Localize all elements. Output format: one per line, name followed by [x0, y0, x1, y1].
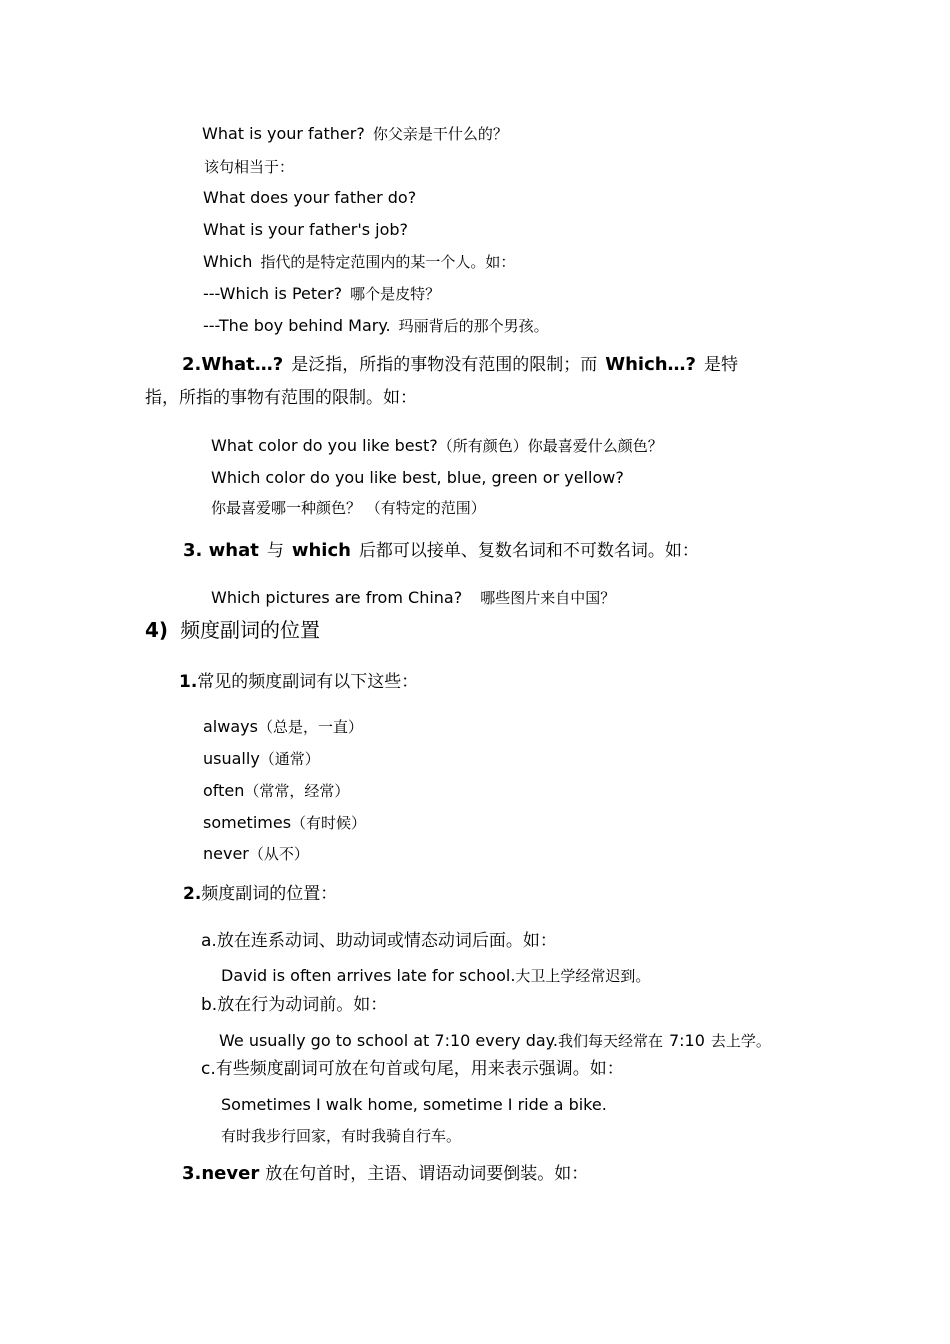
point-3: 3. what 与 which 后都可以接单、复数名词和不可数名词。如： [183, 540, 699, 561]
line-which-color: Which color do you like best, blue, green or yellow? [211, 468, 624, 487]
rule-c-example-translation: 有时我步行回家，有时我骑自行车。 [221, 1127, 462, 1145]
line-boy-behind-mary: ---The boy behind Mary. 玛丽背后的那个男孩。 [203, 316, 549, 335]
list-item: never（从不） [203, 844, 309, 863]
rule-c-example: Sometimes I walk home, sometime I ride a bike. [221, 1095, 607, 1114]
point-2-line-2: 指，所指的事物有范围的限制。如： [145, 388, 417, 408]
rule-b: b.放在行为动词前。如： [201, 995, 388, 1015]
line-which-pictures: Which pictures are from China? 哪些图片来自中国？ [211, 588, 616, 607]
line-which-color-translation: 你最喜爱哪一种颜色？ （有特定的范围） [211, 499, 486, 517]
line-which-definition: Which 指代的是特定范围内的某一个人。如： [203, 252, 516, 271]
section-4-heading: 4) 频度副词的位置 [145, 618, 321, 642]
point-2-line-1: 2.What…? 是泛指，所指的事物没有范围的限制；而 Which…? 是特 [182, 354, 738, 375]
line-equivalent: 该句相当于： [204, 158, 295, 176]
line-father-job: What is your father's job? [203, 220, 409, 239]
line-what-is-your-father: What is your father? 你父亲是干什么的？ [202, 124, 508, 143]
list-item: sometimes（有时候） [203, 813, 367, 832]
line-what-color: What color do you like best?（所有颜色）你最喜爱什么颜色？ [211, 436, 663, 455]
rule-a: a.放在连系动词、助动词或情态动词后面。如： [201, 931, 557, 951]
subsection-3-heading: 3.never 放在句首时，主语、谓语动词要倒装。如： [182, 1163, 589, 1184]
subsection-1-heading: 1.常见的频度副词有以下这些： [179, 672, 419, 692]
rule-a-example: David is often arrives late for school.大卫上学经常迟到。 [221, 966, 651, 985]
line-what-does-father-do: What does your father do? [203, 188, 417, 207]
subsection-2-heading: 2.频度副词的位置： [183, 884, 338, 904]
line-which-is-peter: ---Which is Peter? 哪个是皮特？ [203, 284, 441, 303]
rule-b-example: We usually go to school at 7:10 every day.我们每天经常在 7:10 去上学。 [219, 1031, 771, 1050]
list-item: usually（通常） [203, 749, 320, 768]
list-item: always（总是，一直） [203, 717, 363, 736]
rule-c: c.有些频度副词可放在句首或句尾，用来表示强调。如： [201, 1059, 624, 1079]
list-item: often（常常，经常） [203, 781, 350, 800]
